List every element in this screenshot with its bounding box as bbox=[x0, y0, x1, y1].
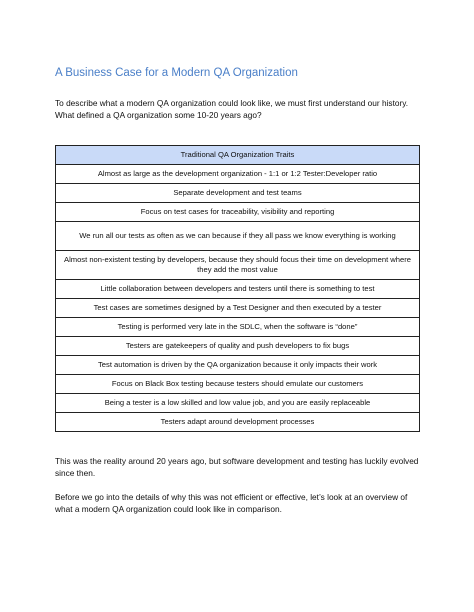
table-cell: Almost non-existent testing by developers, because they should focus their time on development where they add the most value bbox=[56, 251, 420, 280]
table-cell: Being a tester is a low skilled and low value job, and you are easily replaceable bbox=[56, 394, 420, 413]
table-row bbox=[56, 280, 420, 299]
table-cell: Little collaboration between developers and testers until there is something to test bbox=[56, 280, 420, 299]
table-cell: Almost as large as the development organization - 1:1 or 1:2 Tester:Developer ratio bbox=[56, 165, 420, 184]
traits-table bbox=[55, 145, 420, 432]
table-row bbox=[56, 394, 420, 413]
table-cell: Testers adapt around development processes bbox=[56, 413, 420, 432]
table-cell: Separate development and test teams bbox=[56, 184, 420, 203]
table-row bbox=[56, 251, 420, 280]
table-row bbox=[56, 413, 420, 432]
table-row bbox=[56, 299, 420, 318]
table-cell: Test cases are sometimes designed by a Test Designer and then executed by a tester bbox=[56, 299, 420, 318]
table-header: Traditional QA Organization Traits bbox=[56, 146, 420, 165]
intro-paragraph: To describe what a modern QA organization could look like, we must first understand our history. What defined a QA organization some 10-20 years ago? bbox=[55, 98, 409, 120]
table-row bbox=[56, 318, 420, 337]
table-row bbox=[56, 222, 420, 251]
table-row bbox=[56, 375, 420, 394]
table-cell: Testers are gatekeepers of quality and push developers to fix bugs bbox=[56, 337, 420, 356]
closing-paragraph-2: Before we go into the details of why this was not efficient or effective, let’s look at an overview of what a modern QA organization could look like in comparison. bbox=[55, 492, 408, 514]
table-row bbox=[56, 356, 420, 375]
table-row bbox=[56, 184, 420, 203]
table-row bbox=[56, 165, 420, 184]
table-cell: Testing is performed very late in the SDLC, when the software is “done” bbox=[56, 318, 420, 337]
document-title: A Business Case for a Modern QA Organization bbox=[55, 67, 298, 79]
table-cell: Focus on test cases for traceability, visibility and reporting bbox=[56, 203, 420, 222]
table-row bbox=[56, 337, 420, 356]
table-row bbox=[56, 203, 420, 222]
table-cell: Test automation is driven by the QA organization because it only impacts their work bbox=[56, 356, 420, 375]
table-cell: We run all our tests as often as we can because if they all pass we know everything is working bbox=[56, 222, 420, 251]
table-cell: Focus on Black Box testing because testers should emulate our customers bbox=[56, 375, 420, 394]
closing-paragraph-1: This was the reality around 20 years ago, but software development and testing has luckily evolved since then. bbox=[55, 456, 419, 478]
